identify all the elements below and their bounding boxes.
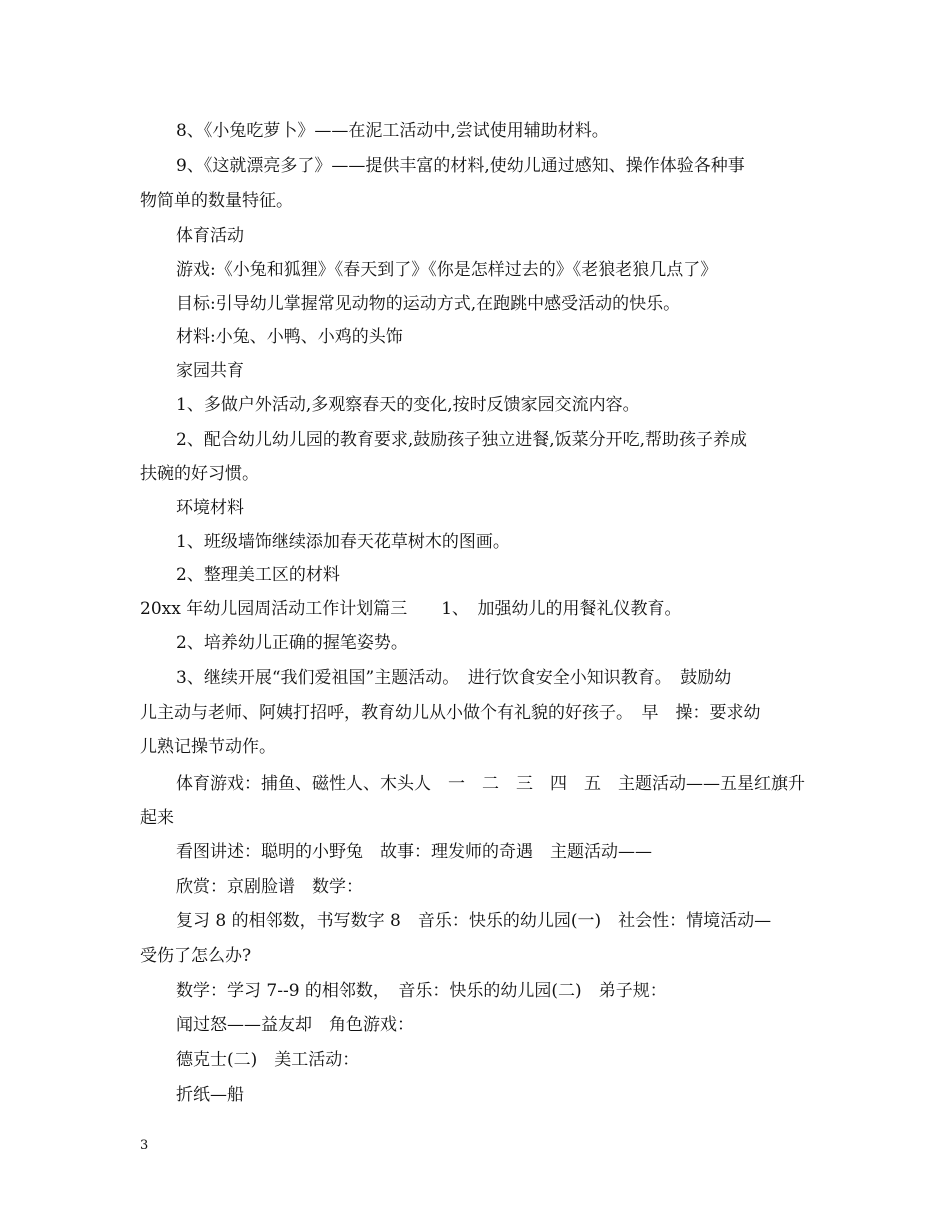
- text-line: 复习 8 的相邻数，书写数字 8 音乐：快乐的幼儿园(一) 社会性：情境活动—: [176, 911, 772, 931]
- text-line: 2、配合幼儿幼儿园的教育要求,鼓励孩子独立进餐,饭菜分开吃,帮助孩子养成: [176, 430, 748, 450]
- section-heading: 体育活动: [176, 226, 244, 246]
- text-line: 折纸—船: [176, 1085, 244, 1105]
- text-line: 闻过怒——益友却 角色游戏：: [176, 1015, 414, 1035]
- text-line: 体育游戏：捕鱼、磁性人、木头人 一 二 三 四 五 主题活动——五星红旗升: [176, 774, 805, 794]
- text-line: 8、《小兔吃萝卜》——在泥工活动中,尝试使用辅助材料。: [176, 121, 609, 141]
- text-line: 2、整理美工区的材料: [176, 565, 340, 585]
- section-heading: 家园共育: [176, 361, 244, 381]
- text-line: 数学：学习 7--9 的相邻数， 音乐：快乐的幼儿园(二) 弟子规：: [176, 981, 667, 1001]
- text-line: 受伤了怎么办?: [140, 946, 252, 966]
- page-number: 3: [140, 1138, 149, 1153]
- section-heading: 环境材料: [176, 498, 244, 518]
- text-line: 欣赏：京剧脸谱 数学：: [176, 877, 363, 897]
- text-line: 目标:引导幼儿掌握常见动物的运动方式,在跑跳中感受活动的快乐。: [176, 294, 681, 314]
- text-line: 德克士(二) 美工活动：: [176, 1050, 360, 1070]
- text-line: 2、培养幼儿正确的握笔姿势。: [176, 633, 408, 653]
- text-line: 3、继续开展“我们爱祖国”主题活动。 进行饮食安全小知识教育。 鼓励幼: [176, 668, 732, 688]
- text-line: 物简单的数量特征。: [140, 191, 293, 211]
- text-line: 儿熟记操节动作。: [140, 737, 276, 757]
- text-line: 9、《这就漂亮多了》——提供丰富的材料,使幼儿通过感知、操作体验各种事: [176, 156, 745, 176]
- text-line: 游戏:《小兔和狐狸》《春天到了》《你是怎样过去的》《老狼老狼几点了》: [176, 260, 718, 280]
- text-line: 看图讲述：聪明的小野兔 故事：理发师的奇遇 主题活动——: [176, 842, 652, 862]
- text-line: 儿主动与老师、阿姨打招呼，教育幼儿从小做个有礼貌的好孩子。 早 操：要求幼: [140, 703, 761, 723]
- text-line: 1、班级墙饰继续添加春天花草树木的图画。: [176, 532, 510, 552]
- text-line: 扶碗的好习惯。: [140, 464, 259, 484]
- text-line: 1、多做户外活动,多观察春天的变化,按时反馈家园交流内容。: [176, 395, 640, 415]
- text-line: 20xx 年幼儿园周活动工作计划篇三 1、 加强幼儿的用餐礼仪教育。: [140, 599, 682, 619]
- text-line: 材料:小兔、小鸭、小鸡的头饰: [176, 327, 403, 347]
- text-line: 起来: [140, 808, 174, 828]
